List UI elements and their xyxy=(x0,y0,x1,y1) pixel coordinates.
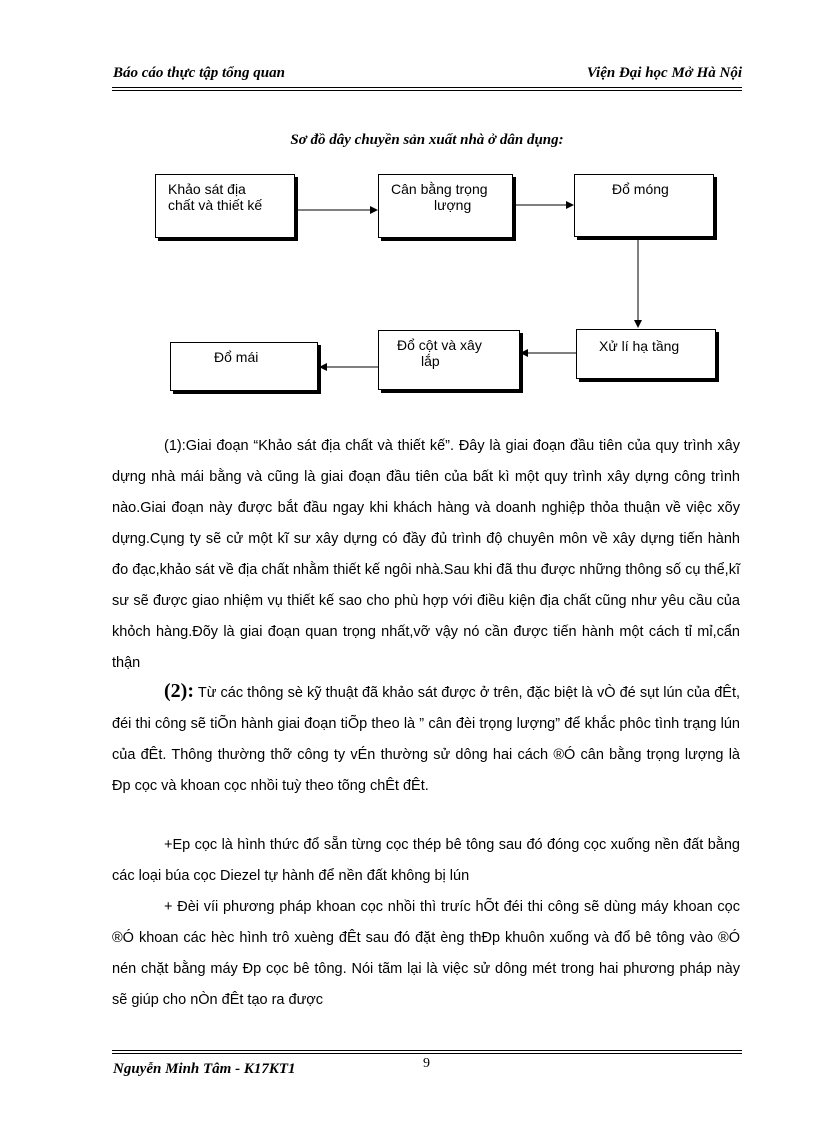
box-xu-li-text: Xử lí hạ tầng xyxy=(599,338,680,354)
paragraph-4: + Đèi víi phương pháp khoan cọc nhồi thì trưíc hÕt đéi thi công sẽ dùng máy khoan cọc ®Ó khoan các hèc hình trô xuèng đÊt sau đó đặt èng thÐp khuôn xuống và đổ bê tông vào ®Ó nén chặt bằng máy Ðp cọc bê tông. Nói tãm lại là việc sử dông mét trong hai phương pháp này sẽ giúp cho nÒn đÊt tạo ra được xyxy=(112,899,740,1008)
box-khao-sat-line-2: chất và thiết kế xyxy=(168,197,263,213)
paragraph-2 xyxy=(112,676,740,802)
paragraph-1: (1):Giai đoạn “Khảo sát địa chất và thiết kế”. Đây là giai đoạn đầu tiên của quy trình xây dựng nhà mái bằng và cũng là giai đoạn đầu tiên của bất kì một quy trình xây dựng công trình nào.Giai đoạn này được bắt đầu ngay khi khách hàng và doanh nghiệp thỏa thuận về việc xõy dựng.Cụng ty sẽ cử một kĩ sư xây dựng có đầy đủ trình độ chuyên môn về xây dựng tiến hành đo đạc,khảo sát về địa chất nhằm thiết kế ngôi nhà.Sau khi đã thu được những thông số cụ thể,kĩ sư sẽ được giao nhiệm vụ thiết kế sao cho phù hợp với điều kiện địa chất cũng như yêu cầu của khỏch hàng.Đõy là giai đoạn quan trọng nhất,vỡ vậy nó cần được tiến hành một cách tỉ mỉ,cẩn thận xyxy=(112,438,740,671)
box-can-bang-line-2: lượng xyxy=(434,197,472,213)
paragraph-3: +Ep cọc là hình thức đổ sẵn từng cọc thép bê tông sau đó đóng cọc xuống nền đất bằng các loại búa cọc Diezel tự hành để nền đất không bị lún xyxy=(112,837,740,884)
box-can-bang-line-1: Cân bằng trọng xyxy=(391,181,488,197)
box-do-mong xyxy=(574,174,714,237)
box-xu-li xyxy=(576,329,716,379)
diagram-title: Sơ đồ dây chuyền sản xuất nhà ở dân dụng: xyxy=(290,132,564,148)
header-right: Viện Đại học Mở Hà Nội xyxy=(586,65,742,81)
box-do-cot xyxy=(378,330,520,390)
paragraph-2-lead: (2): xyxy=(164,680,194,702)
box-do-cot-line-2: lắp xyxy=(421,353,440,369)
box-can-bang xyxy=(378,174,513,238)
footer-author: Nguyễn Minh Tâm - K17KT1 xyxy=(113,1061,296,1077)
footer-rule xyxy=(112,1050,742,1051)
footer-rule-2 xyxy=(112,1053,742,1054)
page-number: 9 xyxy=(423,1056,430,1071)
box-do-cot-line-1: Đổ cột và xây xyxy=(397,337,482,353)
box-khao-sat xyxy=(155,174,295,238)
box-do-mong-text: Đổ móng xyxy=(612,181,669,197)
box-do-mai xyxy=(170,342,318,391)
paragraph-2-text: Từ các thông sè kỹ thuật đã khảo sát được ở trên, đặc biệt là vÒ đé sụt lún của đÊt, đéi thi công sẽ tiÕn hành giai đoạn tiÕp theo là ” cân đèi trọng lượng” để khắc phôc tình trạng lún của đÊt. Thông thường thỡ công ty vÉn thường sử dông hai cách ®Ó cân bằng trọng lượng là Ðp cọc và khoan cọc nhồi tuỳ theo tõng chÊt đÊt. xyxy=(112,685,740,794)
header-left: Báo cáo thực tập tổng quan xyxy=(113,65,285,81)
box-khao-sat-line-1: Khảo sát địa xyxy=(168,181,246,197)
box-do-mai-text: Đổ mái xyxy=(214,349,259,365)
